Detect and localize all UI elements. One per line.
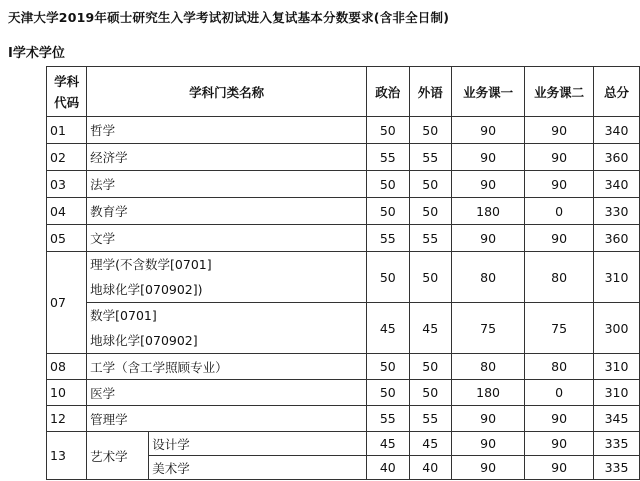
cell-course2: 80 (525, 252, 594, 303)
cell-course1: 90 (451, 117, 524, 144)
page-title: 天津大学2019年硕士研究生入学考试初试进入复试基本分数要求(含非全日制) (8, 10, 450, 25)
cell-politics: 45 (367, 303, 409, 354)
cell-politics: 50 (367, 198, 409, 225)
header-politics: 政治 (367, 67, 409, 117)
cell-foreign: 40 (409, 456, 451, 480)
cell-course1: 75 (451, 303, 524, 354)
cell-course1: 90 (451, 144, 524, 171)
cell-name (87, 303, 367, 354)
cell-total: 335 (594, 432, 640, 456)
table-row (47, 432, 640, 456)
name-line: 数学[0701] (90, 308, 157, 323)
cell-code: 04 (47, 198, 87, 225)
cell-code: 05 (47, 225, 87, 252)
table-row (47, 303, 640, 354)
cell-code: 13 (47, 432, 87, 480)
cell-foreign: 45 (409, 432, 451, 456)
cell-course2: 90 (525, 144, 594, 171)
cell-politics: 55 (367, 144, 409, 171)
table-row (47, 354, 640, 380)
cell-code: 02 (47, 144, 87, 171)
cell-course2: 75 (525, 303, 594, 354)
table-row (47, 198, 640, 225)
cell-course1: 90 (451, 432, 524, 456)
cell-politics: 50 (367, 354, 409, 380)
cell-course1: 90 (451, 171, 524, 198)
cell-code: 08 (47, 354, 87, 380)
cell-foreign: 50 (409, 252, 451, 303)
cell-name: 经济学 (87, 144, 367, 171)
table-row (47, 406, 640, 432)
cell-politics: 45 (367, 432, 409, 456)
cell-course1: 90 (451, 456, 524, 480)
cell-course2: 90 (525, 117, 594, 144)
cell-total: 345 (594, 406, 640, 432)
name-line: 理学(不含数学[0701] (90, 257, 212, 272)
section-heading: I学术学位 (8, 46, 65, 61)
table-header-row (47, 67, 640, 117)
cell-course2: 0 (525, 380, 594, 406)
header-foreign: 外语 (409, 67, 451, 117)
cell-name: 艺术学 (87, 432, 149, 480)
cell-foreign: 55 (409, 144, 451, 171)
cell-total: 340 (594, 117, 640, 144)
cell-foreign: 50 (409, 354, 451, 380)
table-row (47, 252, 640, 303)
cell-subname: 设计学 (149, 432, 367, 456)
cell-name: 哲学 (87, 117, 367, 144)
table-row (47, 225, 640, 252)
cell-foreign: 55 (409, 406, 451, 432)
cell-politics: 55 (367, 406, 409, 432)
cell-total: 310 (594, 380, 640, 406)
cell-total: 330 (594, 198, 640, 225)
cell-course2: 90 (525, 432, 594, 456)
name-line: 地球化学[070902]) (90, 282, 203, 297)
cell-foreign: 50 (409, 380, 451, 406)
cell-course2: 0 (525, 198, 594, 225)
cell-code: 03 (47, 171, 87, 198)
cell-name: 法学 (87, 171, 367, 198)
cell-total: 310 (594, 252, 640, 303)
cell-total: 300 (594, 303, 640, 354)
cell-total: 360 (594, 225, 640, 252)
header-course2: 业务课二 (525, 67, 594, 117)
header-name: 学科门类名称 (87, 67, 367, 117)
score-table (46, 66, 640, 480)
cell-name: 教育学 (87, 198, 367, 225)
cell-name: 文学 (87, 225, 367, 252)
cell-course1: 90 (451, 406, 524, 432)
table-row (47, 171, 640, 198)
cell-course2: 90 (525, 225, 594, 252)
header-code: 学科代码 (47, 67, 87, 117)
cell-politics: 40 (367, 456, 409, 480)
cell-total: 340 (594, 171, 640, 198)
table-row (47, 144, 640, 171)
header-total: 总分 (594, 67, 640, 117)
table-row (47, 117, 640, 144)
cell-politics: 50 (367, 171, 409, 198)
cell-foreign: 50 (409, 171, 451, 198)
cell-foreign: 45 (409, 303, 451, 354)
cell-subname: 美术学 (149, 456, 367, 480)
cell-course2: 80 (525, 354, 594, 380)
cell-course2: 90 (525, 171, 594, 198)
cell-politics: 50 (367, 252, 409, 303)
cell-name: 医学 (87, 380, 367, 406)
cell-code: 12 (47, 406, 87, 432)
cell-code: 10 (47, 380, 87, 406)
cell-name (87, 252, 367, 303)
cell-course1: 80 (451, 252, 524, 303)
cell-code: 07 (47, 252, 87, 354)
cell-foreign: 50 (409, 198, 451, 225)
cell-politics: 50 (367, 117, 409, 144)
cell-politics: 55 (367, 225, 409, 252)
cell-foreign: 55 (409, 225, 451, 252)
cell-course1: 180 (451, 198, 524, 225)
cell-course2: 90 (525, 456, 594, 480)
cell-foreign: 50 (409, 117, 451, 144)
cell-politics: 50 (367, 380, 409, 406)
cell-code: 01 (47, 117, 87, 144)
cell-course1: 180 (451, 380, 524, 406)
cell-course1: 80 (451, 354, 524, 380)
header-course1: 业务课一 (451, 67, 524, 117)
cell-name: 管理学 (87, 406, 367, 432)
cell-course1: 90 (451, 225, 524, 252)
cell-total: 310 (594, 354, 640, 380)
cell-name: 工学（含工学照顾专业） (87, 354, 367, 380)
table-row (47, 380, 640, 406)
cell-course2: 90 (525, 406, 594, 432)
cell-total: 335 (594, 456, 640, 480)
name-line: 地球化学[070902] (90, 333, 198, 348)
cell-total: 360 (594, 144, 640, 171)
